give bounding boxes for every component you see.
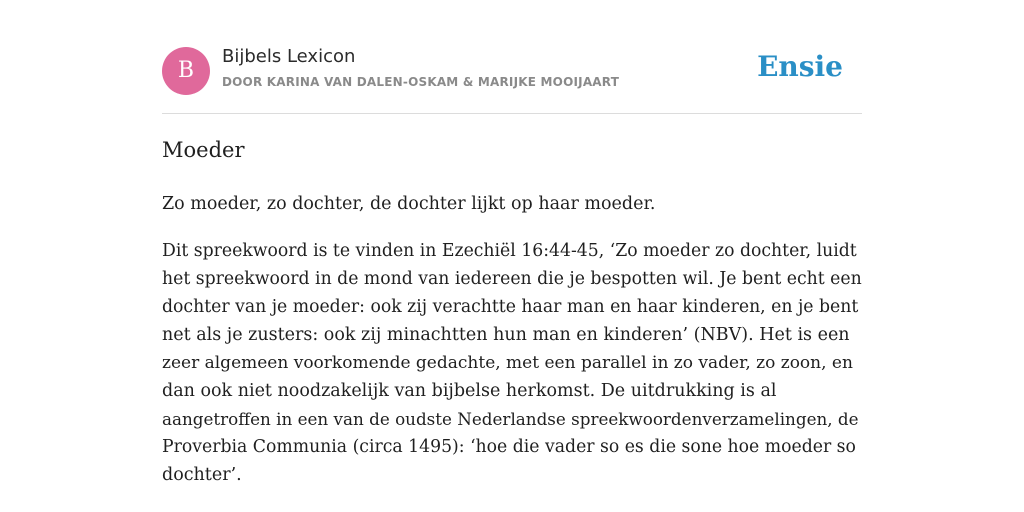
lead-paragraph: Zo moeder, zo dochter, de dochter lijkt op haar moeder. xyxy=(162,194,656,214)
body-line: net als je zusters: ook zij minachtten hun man en kinderen’ (NBV). Het is een xyxy=(162,325,850,345)
body-line: dan ook niet noodzakelijk van bijbelse herkomst. De uitdrukking is al xyxy=(162,381,777,401)
body-line: Proverbia Communia (circa 1495): ‘hoe die vader so es die sone hoe moeder so xyxy=(162,437,856,457)
document-page xyxy=(162,0,862,485)
book-title[interactable]: Bijbels Lexicon xyxy=(222,46,356,67)
body-line: dochter’. xyxy=(162,465,242,485)
body-line: zeer algemeen voorkomende gedachte, met een parallel in zo vader, zo zoon, en xyxy=(162,353,853,373)
brand-logo[interactable]: Ensie xyxy=(757,50,843,83)
authors-byline: DOOR KARINA VAN DALEN-OSKAM & MARIJKE MOOIJAART xyxy=(222,75,620,89)
body-line: dochter van je moeder: ook zij verachtte haar man en haar kinderen, en je bent xyxy=(162,297,859,317)
body-paragraph xyxy=(162,237,862,489)
body-line: Dit spreekwoord is te vinden in Ezechiël 16:44-45, ‘Zo moeder zo dochter, luidt xyxy=(162,241,857,261)
page-header xyxy=(162,0,862,114)
body-line: het spreekwoord in de mond van iedereen die je bespotten wil. Je bent echt een xyxy=(162,269,862,289)
page-title: Moeder xyxy=(162,138,245,162)
body-line: aangetroffen in een van de oudste Nederlandse spreekwoordenverzamelingen, de xyxy=(162,409,859,429)
avatar[interactable]: B xyxy=(162,47,210,95)
